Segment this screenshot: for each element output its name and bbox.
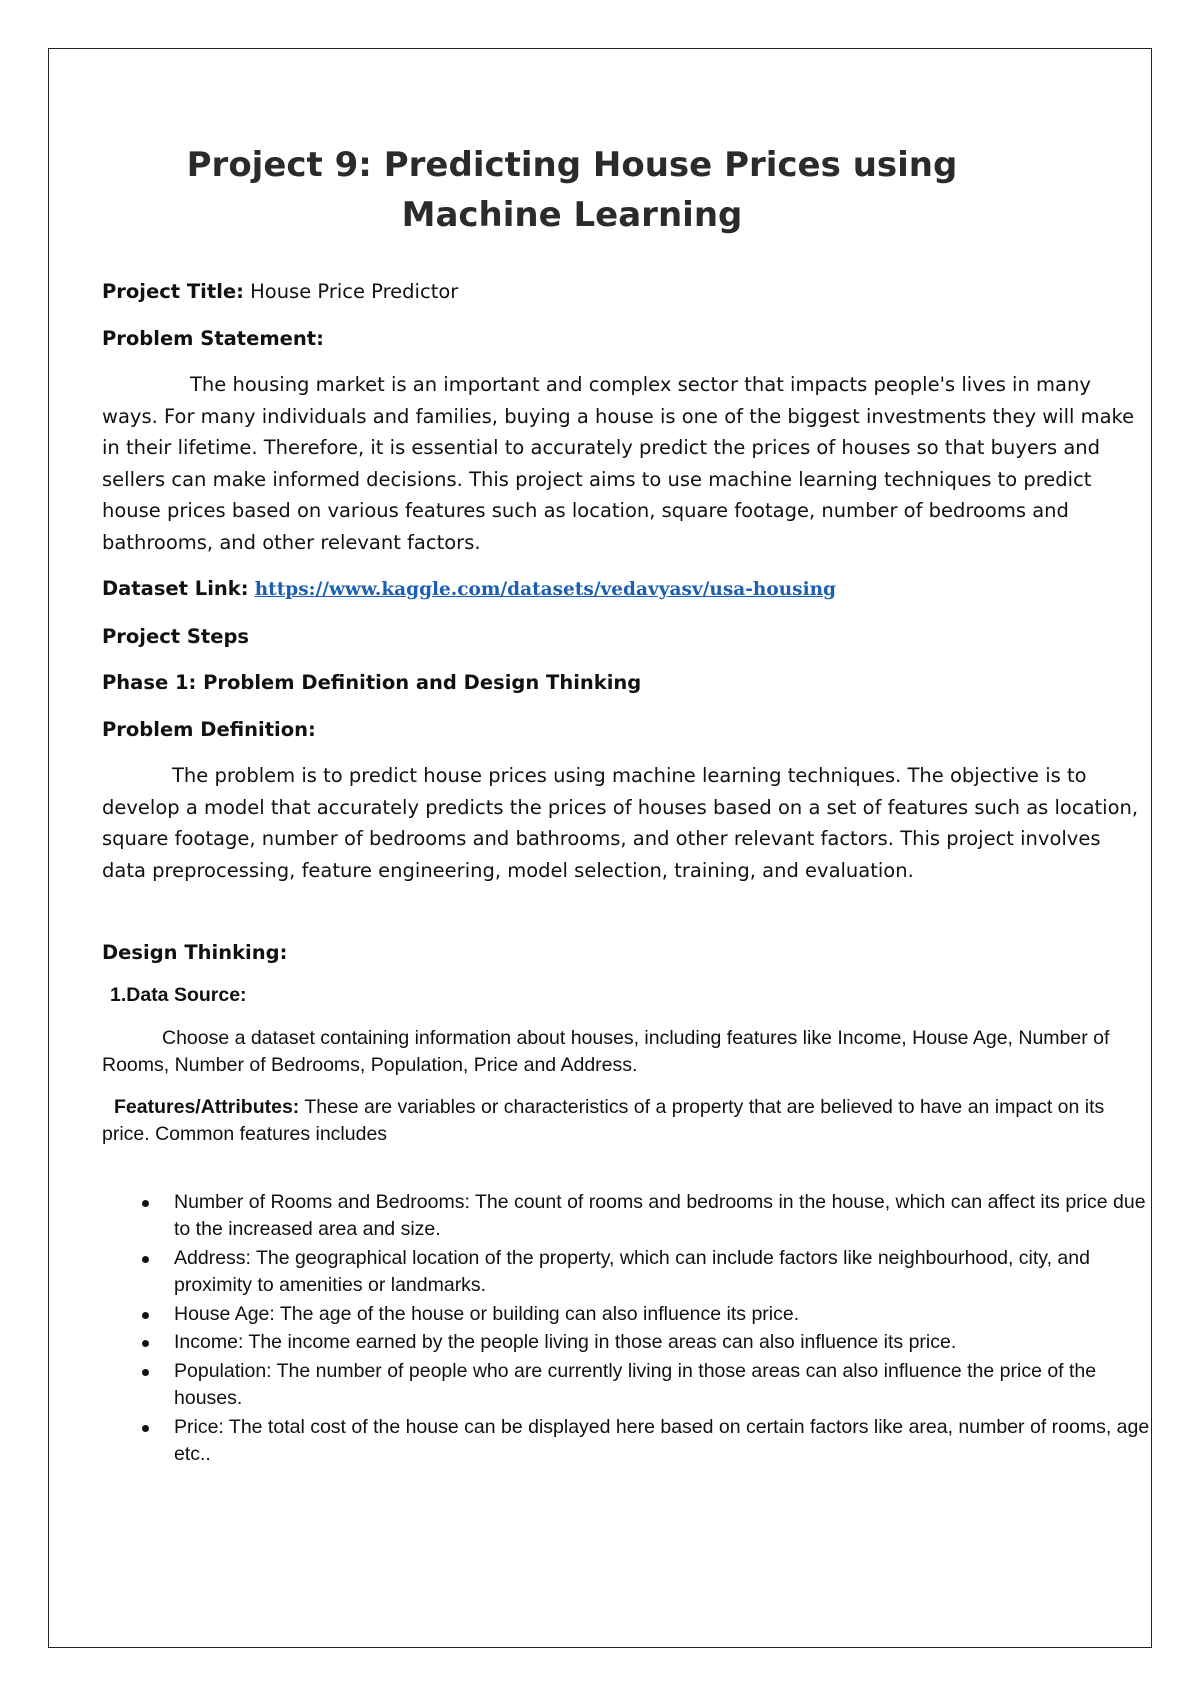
page-title-line-1: Project 9: Predicting House Prices using: [186, 145, 958, 185]
project-title-label: Project Title:: [102, 280, 244, 303]
problem-definition-text: The problem is to predict house prices using machine learning techniques. The objective is to develop a model that accurately predicts the prices of houses based on a set of features such as location, square footage, number of bedrooms and bathrooms, and other relevant factors. This project involves data preprocessing, feature engineering, model selection, training, and evaluation.: [102, 764, 1139, 882]
features-list: [102, 1189, 1150, 1469]
project-steps-heading: [102, 621, 1142, 653]
list-item: [102, 1358, 1154, 1413]
dataset-paragraph: [102, 573, 1142, 606]
problem-statement-label: Problem Statement:: [102, 326, 324, 350]
list-item-text: Population: The number of people who are currently living in those areas can also influence the price of the houses.: [174, 1359, 1097, 1409]
bullet-icon: [142, 1340, 149, 1347]
project-title-paragraph: [102, 276, 1142, 308]
phase-1-label: Phase 1: Problem Definition and Design Thinking: [102, 671, 642, 694]
problem-statement-heading: [102, 323, 1142, 355]
list-item-text: Income: The income earned by the people living in those areas can also influence its price.: [174, 1331, 957, 1353]
features-label: Features/Attributes:: [114, 1095, 300, 1118]
phase-1-heading: [102, 667, 1142, 699]
features-paragraph: [102, 1094, 1142, 1149]
list-item-text: House Age: The age of the house or building can also influence its price.: [174, 1302, 800, 1325]
data-source-heading: 1.Data Source:: [110, 983, 247, 1006]
page-title: [102, 140, 1042, 240]
dataset-link[interactable]: https://www.kaggle.com/datasets/vedavyasv/usa-housing: [254, 579, 836, 600]
list-item-text: Price: The total cost of the house can be displayed here based on certain factors like area, number of rooms, age etc..: [174, 1415, 1150, 1465]
list-item: [102, 1189, 1154, 1244]
bullet-icon: [142, 1425, 149, 1432]
problem-statement-text: The housing market is an important and complex sector that impacts people's lives in many ways. For many individuals and families, buying a house is one of the biggest investments they will make in their lifetime. Therefore, it is essential to accurately predict the prices of houses so that buyers and sellers can make informed decisions. This project aims to use machine learning techniques to predict house prices based on various features such as location, square footage, number of bedrooms and bathrooms, and other relevant factors.: [102, 373, 1135, 554]
list-item: [102, 1301, 1154, 1329]
list-item-text: Address: The geographical location of the property, which can include factors like neighbourhood, city, and proximity to amenities or landmarks.: [174, 1246, 1090, 1296]
section-spacer: [102, 901, 1142, 937]
bullet-icon: [142, 1200, 149, 1207]
design-thinking-label: Design Thinking:: [102, 941, 288, 964]
dataset-label: Dataset Link:: [102, 577, 249, 600]
page-title-line-2: Machine Learning: [401, 195, 743, 235]
design-thinking-heading: [102, 937, 1142, 969]
document-body: [102, 140, 1150, 1470]
problem-definition-heading: [102, 714, 1142, 746]
list-item: [102, 1245, 1154, 1300]
problem-definition-label: Problem Definition:: [102, 717, 316, 741]
list-item: [102, 1329, 1154, 1357]
project-title-value: House Price Predictor: [243, 280, 459, 303]
bullet-icon: [142, 1312, 149, 1319]
list-item: [102, 1414, 1154, 1469]
project-steps-label: Project Steps: [102, 624, 250, 648]
data-source-text: Choose a dataset containing information about houses, including features like Income, House Age, Number of Rooms, Number of Bedrooms, Population, Price and Address.: [102, 1026, 1110, 1076]
bullet-icon: [142, 1256, 149, 1263]
list-item-text: Number of Rooms and Bedrooms: The count of rooms and bedrooms in the house, which can affect its price due to the increased area and size.: [174, 1190, 1146, 1240]
bullet-icon: [142, 1369, 149, 1376]
features-text: These are variables or characteristics of a property that are believed to have an impact on its price. Common features includes: [102, 1095, 1105, 1145]
